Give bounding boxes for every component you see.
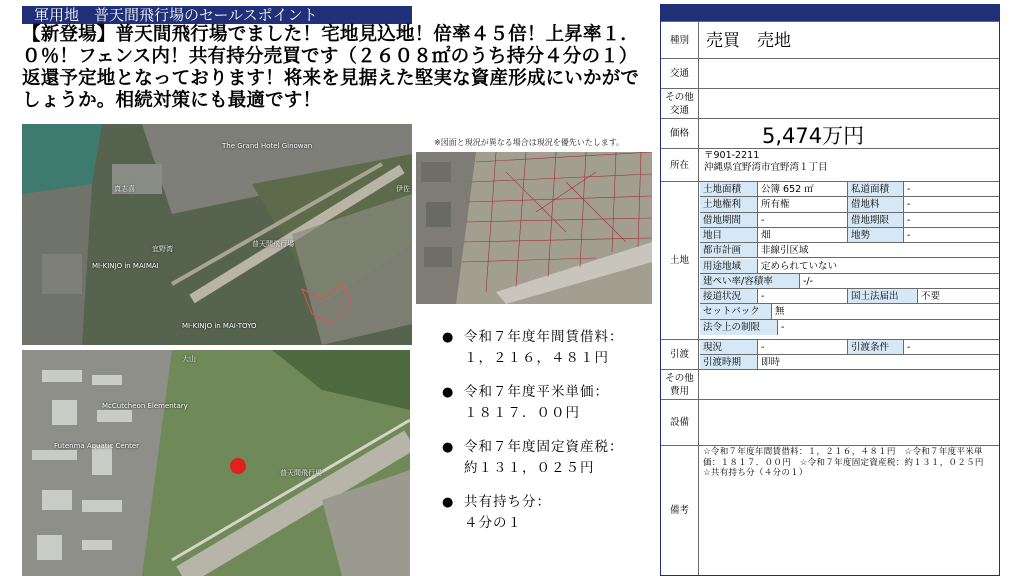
map-label: 普天間飛行場 (280, 469, 322, 477)
land-value: -/- (803, 275, 814, 287)
row-label: 引渡 (661, 340, 699, 369)
land-key: 借地料 (848, 197, 904, 211)
point-label: 令和７年度固定資産税： (464, 439, 624, 455)
point-label: 共有持ち分： (464, 494, 551, 510)
land-value: 所有権 (758, 197, 848, 211)
land-key: 接道状況 (700, 289, 758, 303)
bullet-icon: ● (442, 495, 455, 510)
property-detail-sheet (660, 4, 1000, 576)
row-delivery (661, 339, 999, 369)
land-value: - (907, 199, 911, 211)
row-access (661, 58, 999, 88)
land-value: - (907, 214, 911, 226)
row-label: その他交通 (661, 89, 699, 118)
land-value: - (758, 213, 848, 227)
facility-value (700, 400, 999, 445)
row-type (661, 21, 999, 58)
land-value: 畑 (758, 228, 848, 242)
land-row (700, 243, 999, 258)
selling-points (442, 327, 652, 547)
land-key: 借地期間 (700, 213, 758, 227)
row-label: 価格 (661, 119, 699, 148)
aerial-map-overview (22, 124, 412, 345)
land-value: - (907, 229, 911, 241)
land-key: 土地権利 (700, 197, 758, 211)
land-value: - (781, 321, 785, 333)
land-key: 建ぺい率/容積率 (700, 274, 800, 288)
row-label: 種別 (661, 22, 699, 58)
delivery-key: 現況 (700, 340, 758, 354)
property-location-pin (230, 458, 246, 474)
point-value: 約１３１，０２５円 (464, 460, 595, 476)
remarks-value: ☆令和７年度年間賃借料：１，２１６，４８１円 ☆令和７年度平米単価：１８１７．００円 ☆令和７年度固定資産税：約１３１，０２５円 ☆共有持ち分（４分の１） (703, 447, 993, 478)
point-label: 令和７年度年間賃借料： (464, 329, 624, 345)
page-title: 軍用地 普天間飛行場のセールスポイント (22, 6, 412, 24)
bullet-icon: ● (442, 385, 455, 400)
point-annual-rent (442, 327, 652, 369)
land-value: 不要 (921, 291, 941, 303)
point-value: １，２１６，４８１円 (464, 350, 609, 366)
map-label: The Grand Hotel Ginowan (222, 142, 313, 150)
access-value (700, 59, 999, 88)
row-facility (661, 399, 999, 445)
disclaimer-note: ※図面と現況が異なる場合は現況を優先いたします。 (434, 138, 625, 147)
row-label: その他費用 (661, 370, 699, 399)
map-label: MI-KINJO in MAI-TOYO (182, 322, 257, 330)
row-label: 所在 (661, 149, 699, 181)
sheet-header-bar (661, 5, 999, 21)
land-key: 都市計画 (700, 243, 758, 257)
headline-text: 【新登場】普天間飛行場でました！宅地見込地！倍率４５倍！上昇率１．０％！フェンス内！共有持分売買です（２６０８㎡のうち持分４分の１）返還予定地となっております！将来を見据えた堅実な資産形成にいかがでしょうか。相続対策にも最適です！ (22, 24, 640, 111)
land-row (700, 213, 999, 228)
postal-code: 〒901-2211 (704, 150, 760, 161)
land-value: - (758, 289, 848, 303)
type-value: 売買 売地 (706, 31, 791, 51)
row-label: 設備 (661, 400, 699, 445)
land-row (700, 228, 999, 243)
cadastral-map (416, 152, 652, 304)
delivery-key: 引渡条件 (848, 340, 904, 354)
land-key: 用途地域 (700, 259, 758, 273)
bullet-icon: ● (442, 440, 455, 455)
point-value: １８１７．００円 (464, 405, 580, 421)
row-other-access (661, 88, 999, 118)
land-value: - (907, 184, 911, 195)
delivery-row (700, 340, 999, 355)
map-label: MI-KINJO in MAIMAI (92, 262, 159, 270)
map-label: 伊佐 (396, 185, 410, 193)
bullet-icon: ● (442, 330, 455, 345)
delivery-row (700, 355, 999, 370)
land-key: 私道面積 (848, 182, 904, 196)
row-other-cost (661, 369, 999, 399)
address-text: 沖縄県宜野湾市宜野湾１丁目 (704, 162, 828, 173)
land-row (700, 259, 999, 274)
land-value: 無 (775, 306, 785, 318)
row-label: 交通 (661, 59, 699, 88)
map-label: 大山 (182, 355, 196, 363)
other-access-value (700, 89, 999, 118)
land-key: 法令上の制限 (700, 320, 778, 335)
location-value (700, 149, 999, 181)
land-detail-grid (700, 182, 999, 339)
land-row (700, 304, 999, 319)
land-key: 土地面積 (700, 182, 758, 196)
point-value: ４分の１ (464, 515, 522, 531)
delivery-value: - (907, 342, 911, 353)
land-key: 国土法届出 (848, 289, 918, 303)
land-value: 公簿 652 ㎡ (758, 182, 848, 196)
land-row (700, 289, 999, 304)
land-row (700, 197, 999, 212)
price-value: 5,474万円 (762, 124, 865, 148)
land-value: 非線引区域 (761, 245, 809, 257)
map-label: 普天間飛行場 (252, 240, 294, 248)
map-label: 真志喜 (114, 185, 135, 193)
land-row (700, 182, 999, 197)
delivery-grid (700, 340, 999, 369)
point-shared-ownership (442, 492, 652, 534)
delivery-key: 引渡時期 (700, 355, 758, 370)
row-land (661, 181, 999, 339)
aerial-map-closeup (22, 350, 410, 576)
land-key: 地勢 (848, 228, 904, 242)
other-cost-value (700, 370, 999, 399)
land-key: セットバック (700, 304, 772, 318)
row-remarks (661, 445, 999, 575)
row-location (661, 148, 999, 181)
land-row (700, 320, 999, 335)
map-label: McCutcheon Elementary (102, 402, 188, 410)
row-price (661, 118, 999, 148)
land-key: 借地期限 (848, 213, 904, 227)
delivery-value: - (758, 340, 848, 354)
delivery-value: 即時 (761, 357, 781, 368)
point-property-tax (442, 437, 652, 479)
point-unit-price (442, 382, 652, 424)
land-row (700, 274, 999, 289)
row-label: 備考 (661, 446, 699, 575)
map-label: Futenma Aquatic Center (54, 442, 140, 450)
land-key: 地目 (700, 228, 758, 242)
map-label: 宜野湾 (152, 245, 173, 253)
row-label: 土地 (661, 182, 699, 339)
point-label: 令和７年度平米単価： (464, 384, 609, 400)
land-value: 定められていない (761, 260, 838, 272)
